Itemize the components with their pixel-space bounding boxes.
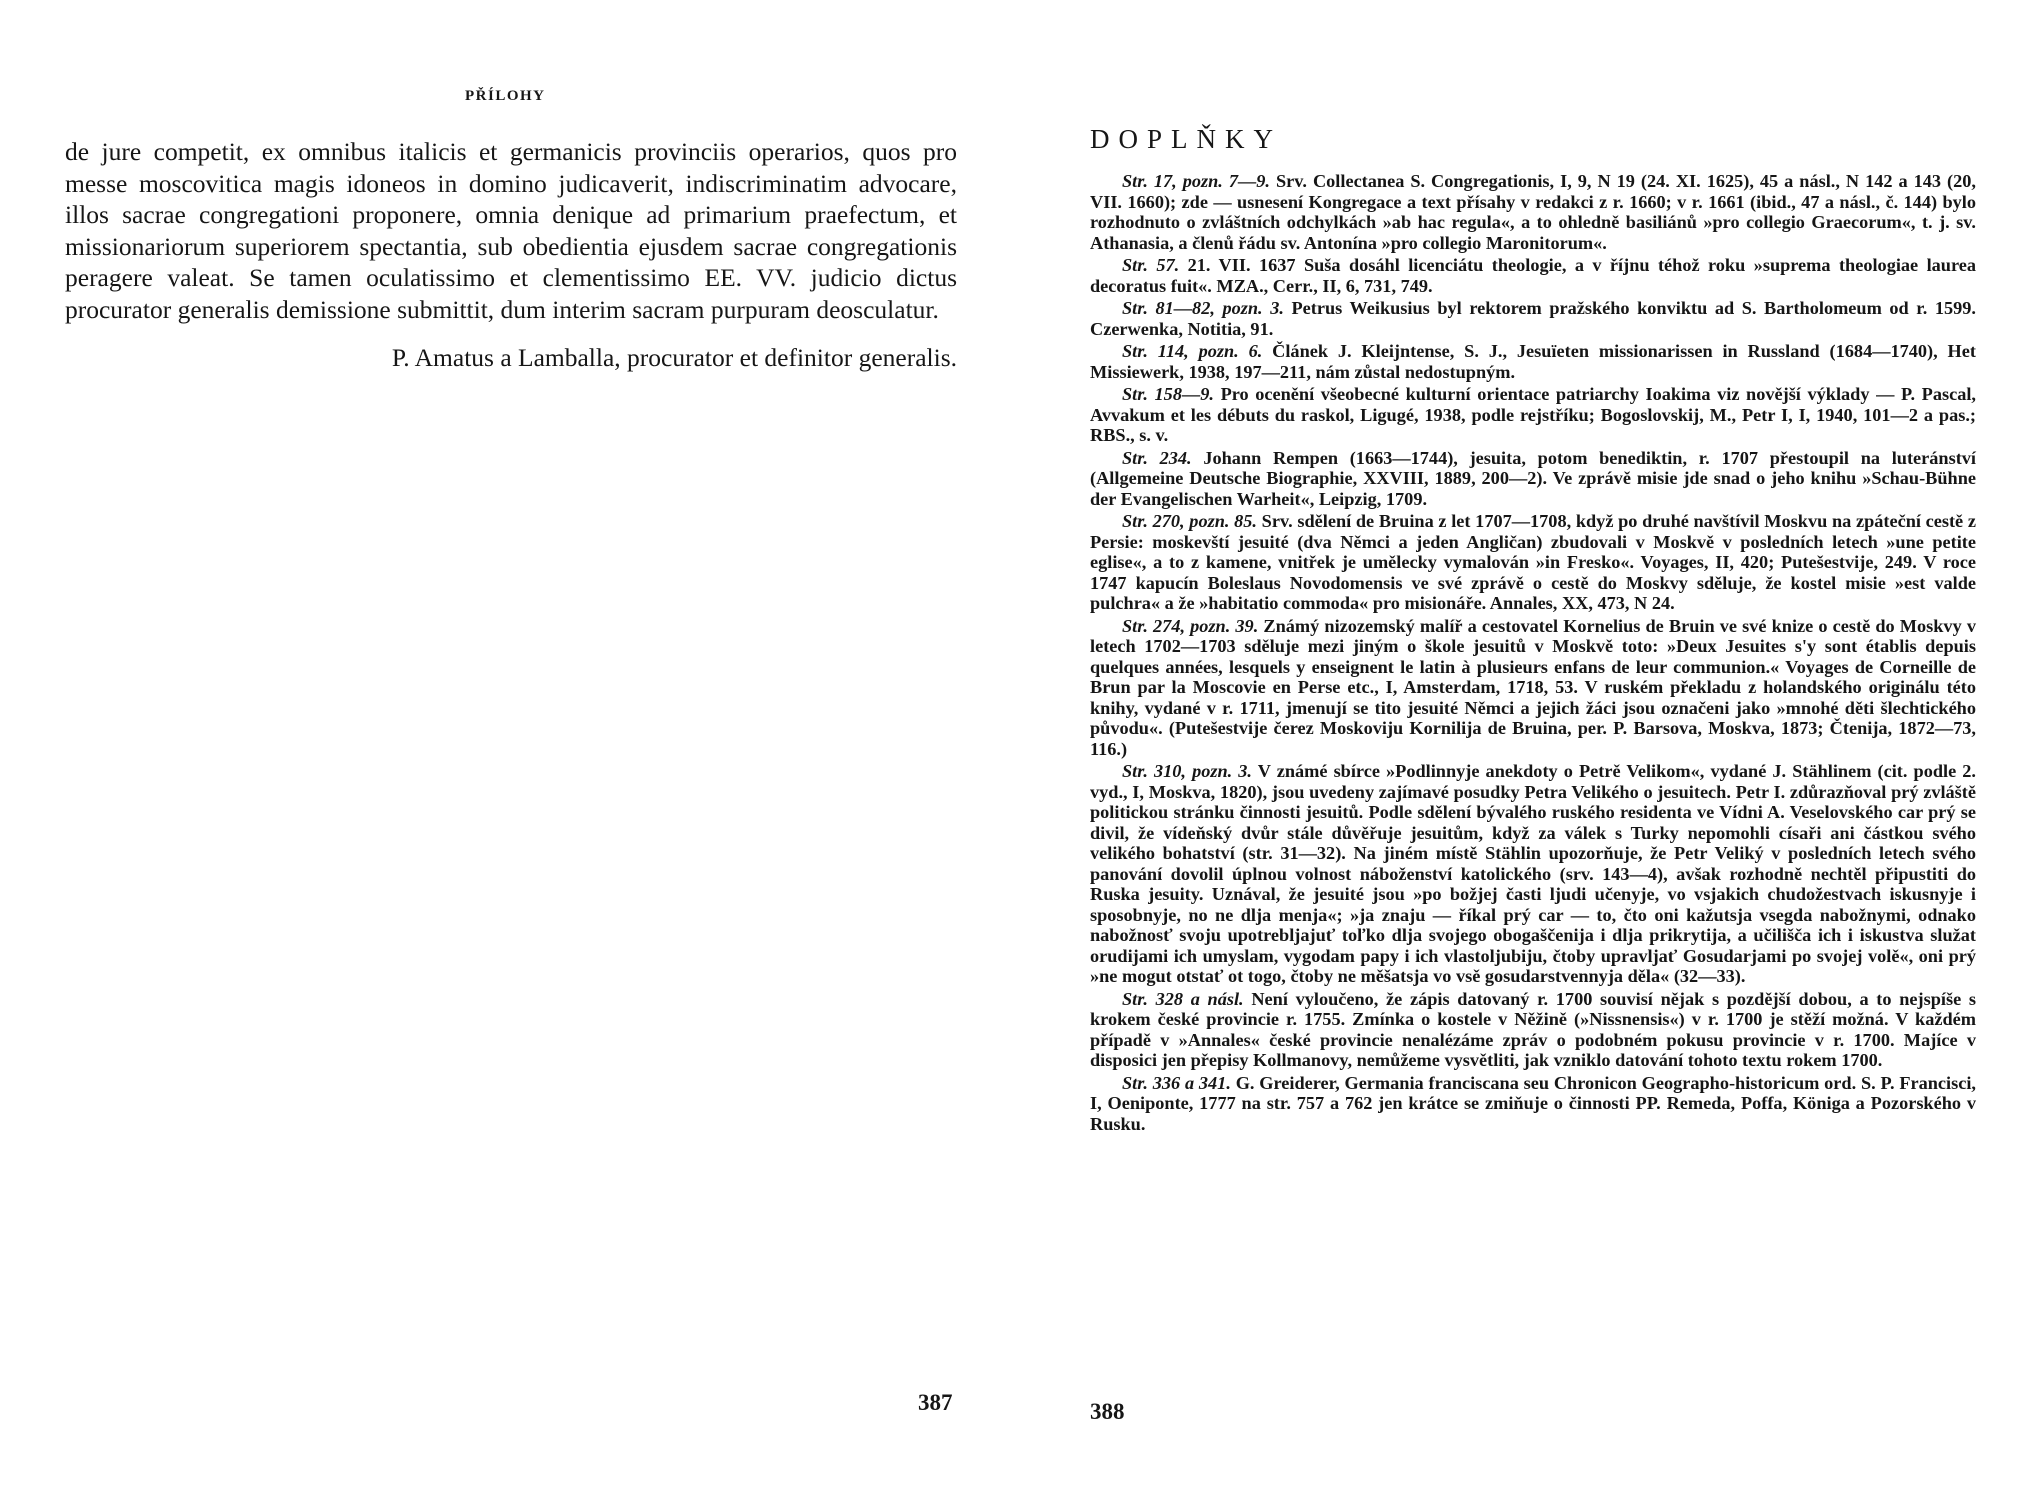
addendum-text: Známý nizozemský malíř a cestovatel Kornelius de Bruin ve své knize o cestě do Moskvy v letech 1702—1703 sděluje mezi jiným o škole jesuitů v Moskvě toto: »Deux Jesuites s'y sont établis depuis quelques années, lesquels y enseignent le latin à plusieurs enfans de leur communion.« Voyages de Corneille de Brun par la Moscovie en Perse etc., I, Amsterdam, 1718, 53. V ruském překladu z holandského originálu této knihy, vydané v r. 1711, jmenují se tito jesuité Němci a jejich žáci jsou označeni jako »mnohé děti šlechtického původu«. (Putešestvije čerez Moskoviju Kornilija de Bruina, per. P. Barsova, Moskva, 1873; Čtenija, 1872—73, 116.) <box>1090 615 1976 759</box>
addendum-entry <box>1090 761 1976 987</box>
addendum-entry <box>1090 448 1976 510</box>
addendum-reference: Str. 17, pozn. 7—9. <box>1122 171 1270 191</box>
addendum-entry <box>1090 341 1976 382</box>
addendum-reference: Str. 234. <box>1122 447 1192 468</box>
addendum-text: V známé sbírce »Podlinnyje anekdoty o Petrě Velikom«, vydané J. Stählinem (cit. podle 2. vyd., I, Moskva, 1820), jsou uvedeny zajímavé posudky Petra Velikého o jesuitech. Petr I. zdůrazňoval prý zvláště politickou stránku činnosti jesuitů. Podle sdělení bývalého ruského residenta ve Vídni A. Veselovského car prý se divil, že vídeňský dvůr stále důvěřuje jesuitům, když za válek s Turky nepomohli císaři ani částkou svého velikého bohatství (str. 31—32). Na jiném místě Stählin upozorňuje, že Petr Veliký v posledních letech svého panování dovolil úplnou volnost náboženství katolického (srv. 143—4), avšak rozhodně nechtěl připustiti do Ruska jesuity. Uznával, že jesuité jsou »po božjej časti ljudi učenyje, vo vsjakich chudožestvach iskusnyje i sposobnyje, no ne dlja menja«; »ja znaju — říkal prý car — to, čto oni kažutsja vsegda nabožnymi, odnako nabožnosť svoju upotrebljajuť toľko dlja svojego obogaščenija i dlja prikrytija, a učilišča ich i iskustva služat orudijami ich umyslam, vygodam papy i ich vlastoljubiju, čtoby upravljať Gosudarjami po svojej volě«, oni prý »ne mogut otstať ot togo, čtoby ne měšatsja vo vsě gosudarstvennyja děla« (32—33). <box>1090 761 1976 986</box>
addendum-text: Johann Rempen (1663—1744), jesuita, potom benediktin, r. 1707 přestoupil na luteránství (Allgemeine Deutsche Biographie, XXVIII, 1889, 200—2). Ve zprávě misie jde snad o jeho knihu »Schau-Bühne der Evangelischen Warheit«, Leipzig, 1709. <box>1090 447 1977 509</box>
addendum-reference: Str. 81—82, pozn. 3. <box>1122 298 1284 318</box>
addenda-list <box>1090 171 1976 1136</box>
addendum-text: Srv. Collectanea S. Congregationis, I, 9, N 19 (24. XI. 1625), 45 a násl., N 142 a 143 (20, VII. 1660); zde — usnesení Kongregace a text přísahy v redakci z r. 1660; v r. 1661 (ibid., 47 a násl., č. 144) bylo rozhodnuto o zvláštních odchylkách »ab hac regula«, a to ohledně basiliánů »pro collegio Graecorum«, t. j. sv. Athanasia, a členů řádu sv. Antonína »pro collegio Maronitorum«. <box>1090 171 1976 253</box>
section-heading: DOPLŇKY <box>1090 124 1283 154</box>
addendum-entry <box>1090 171 1976 253</box>
addendum-reference: Str. 328 a násl. <box>1122 988 1244 1009</box>
addendum-text: G. Greiderer, Germania franciscana seu Chronicon Geographo-historicum ord. S. P. Francisci, I, Oeniponte, 1777 na str. 757 a 762 jen krátce se zmiňuje o činnosti PP. Remeda, Poffa, Königa a Pozorského v Rusku. <box>1090 1072 1977 1134</box>
page-number-left: 387 <box>918 1390 953 1415</box>
addendum-entry <box>1090 1073 1976 1135</box>
latin-text-body: de jure competit, ex omnibus italicis et germanicis provinciis operarios, quos pro messe moscovitica magis idoneos in domino judicaverit, indiscriminatim advocare, illos sacrae congregationi proponere, omnia denique ad primarium praefectum, et missionariorum superiorem spectantia, sub obedientia ejusdem sacrae congregationis peragere valeat. Se tamen oculatissimo et clementissimo EE. VV. judicio dictus procurator generalis demissione submittit, dum interim sacram purpuram deosculatur. <box>65 137 957 324</box>
addendum-entry <box>1090 255 1976 296</box>
addendum-text: 21. VII. 1637 Suša dosáhl licenciátu theologie, a v říjnu téhož roku »suprema theologiae laurea decoratus fuit«. MZA., Cerr., II, 6, 731, 749. <box>1090 255 1977 296</box>
running-head: PŘÍLOHY <box>465 88 546 104</box>
addendum-entry <box>1090 616 1976 760</box>
addendum-text: Srv. sdělení de Bruina z let 1707—1708, když po druhé navštívil Moskvu na zpáteční cestě z Persie: moskevští jesuité (dva Němci a jeden Angličan) zbudovali v Moskvě v posledních letech »une petite eglise«, a to z kamene, vnitřek je umělecky vymalován »in Fresko«. Voyages, II, 420; Putešestvije, 249. V roce 1747 kapucín Boleslaus Novodomensis ve své zprávě o cestě do Moskvy sděluje, že kostel misie »est valde pulchra« a že »habitatio commoda« pro misionáře. Annales, XX, 473, N 24. <box>1090 511 1976 613</box>
addendum-text: Není vyloučeno, že zápis datovaný r. 1700 souvisí nějak s pozdější dobou, a to nejspíše s krokem české provincie r. 1755. Zmínka o kostele v Něžině (»Nissnensis«) v r. 1700 je stěží možná. V každém případě v »Annales« české provincie nenalézáme zpráv o podobném pokusu provincie v r. 1700. Majíce v disposici jen přepisy Kollmanovy, nemůžeme vysvětliti, jak vzniklo datování tohoto textu rokem 1700. <box>1090 988 1976 1070</box>
addendum-text: Článek J. Kleijntense, S. J., Jesuïeten missionarissen in Russland (1684—1740), Het Missiewerk, 1938, 197—211, nám zůstal nedostupným. <box>1090 341 1976 382</box>
addendum-reference: Str. 310, pozn. 3. <box>1122 761 1253 781</box>
right-page <box>1017 0 2034 1500</box>
addendum-reference: Str. 274, pozn. 39. <box>1122 615 1259 636</box>
addendum-text: Pro ocenění všeobecné kulturní orientace patriarchy Ioakima viz novější výklady — P. Pascal, Avvakum et les débuts du raskol, Ligugé, 1938, podle rejstříku; Bogoslovskij, M., Petr I, I, 1940, 101—2 a pas.; RBS., s. v. <box>1090 384 1976 445</box>
addendum-entry <box>1090 298 1976 339</box>
addendum-entry <box>1090 511 1976 614</box>
addendum-entry <box>1090 989 1976 1071</box>
addendum-text: Petrus Weikusius byl rektorem pražského konviktu ad S. Bartholomeum od r. 1599. Czerwenka, Notitia, 91. <box>1090 298 1976 339</box>
addendum-entry <box>1090 384 1976 446</box>
page-number-right: 388 <box>1090 1399 1125 1424</box>
addendum-reference: Str. 270, pozn. 85. <box>1122 511 1257 531</box>
addendum-reference: Str. 57. <box>1122 255 1180 275</box>
signature-line: P. Amatus a Lamballa, procurator et definitor generalis. <box>391 343 957 372</box>
addendum-reference: Str. 114, pozn. 6. <box>1122 341 1263 361</box>
addendum-reference: Str. 336 a 341. <box>1122 1072 1231 1093</box>
addendum-reference: Str. 158—9. <box>1122 384 1214 404</box>
